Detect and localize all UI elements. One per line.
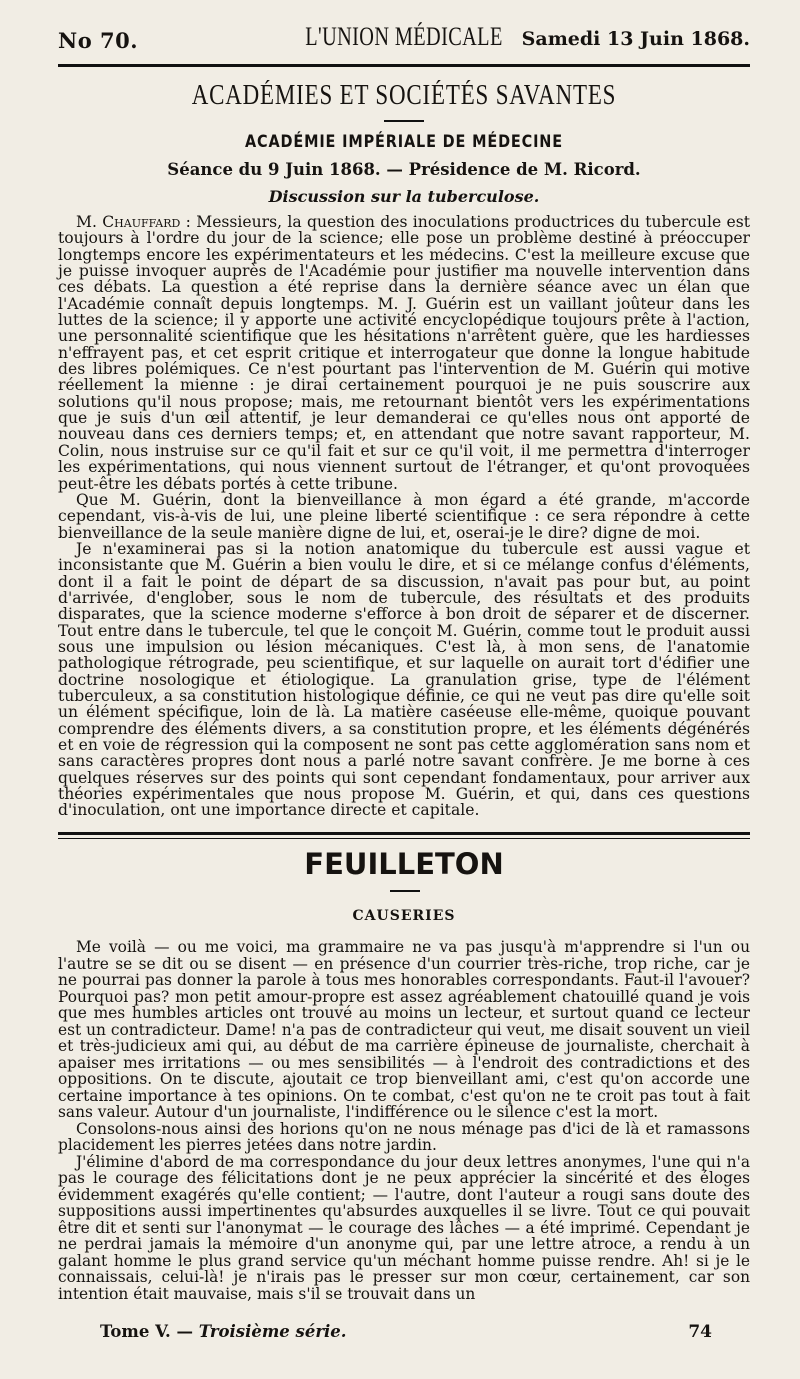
- issue-date: Samedi 13 Juin 1868.: [521, 28, 750, 50]
- section-title: ACADÉMIES ET SOCIÉTÉS SAVANTES: [191, 80, 617, 111]
- academy-article: [58, 214, 750, 819]
- feuilleton-rule-thick: [58, 832, 750, 835]
- serie-label: Troisième série.: [198, 1322, 347, 1341]
- academy-heading: ACADÉMIE IMPÉRIALE DE MÉDECINE: [245, 132, 563, 152]
- feuilleton-paragraph: Me voilà — ou me voici, ma grammaire ne va pas jusqu'à m'apprendre si l'un ou l'autre se se dit ou se disent — en présence d'un courrier très-riche, trop riche, car je ne pourrai pas donner la parole à tous mes honorables correspondants. Faut-il l'avouer? Pourquoi pas? mon petit amour-propre est assez agréablement chatouillé quand je vois que mes humbles articles ont trouvé au moins un lecteur, et surtout quand ce lecteur est un contradicteur. Dame! n'a pas de contradicteur qui veut, me disait souvent un vieil et très-judicieux ami qui, au début de ma carrière épineuse de journaliste, cherchait à apaiser mes irritations — ou mes sensibilités — à l'endroit des contradictions et des oppositions. On te discute, ajoutait ce trop bienveillant ami, c'est qu'on accorde une certaine importance à tes opinions. On te combat, c'est qu'on ne te croit pas tout à fait sans valeur. Autour d'un journaliste, l'indifférence ou le silence c'est la mort.: [58, 938, 750, 1121]
- causeries-heading: CAUSERIES: [352, 908, 456, 924]
- page-footer: [100, 1322, 712, 1346]
- feuilleton-rule-thin: [58, 838, 750, 839]
- article-paragraph: Je n'examinerai pas si la notion anatomique du tubercule est aussi vague et inconsistante que M. Guérin a bien voulu le dire, et si ce mélange confus d'éléments, dont il a fait le point de départ de sa discussion, n'avait pas pour but, au point d'arrivée, d'englober, sous le nom de tubercule, des résultats et des produits disparates, que la science moderne s'efforce à bon droit de séparer et de discerner. Tout entre dans le tubercule, tel que le conçoit M. Guérin, comme tout le produit aussi sous une impulsion ou lésion mécaniques. C'est là, à mon sens, de l'anatomie pathologique rétrograde, peu scientifique, et sur laquelle on aurait tort d'édifier une doctrine nosologique et étiologique. La granulation grise, type de l'élément tuberculeux, a sa constitution histologique définie, ce qui ne veut pas dire qu'elle soit un élément spécifique, loin de là. La matière caséeuse elle-même, quoique pouvant comprendre des éléments divers, a sa constitution propre, et les éléments dégénérés et en voie de régression qui la composent ne sont pas cette agglomération sans nom et sans caractères propres dont nous a parlé notre savant confrère. Je me borne à ces quelques réserves sur des points qui sont cependant fondamentaux, pour arriver aux théories expérimentales que nous propose M. Guérin, et qui, dans ces questions d'inoculation, ont une importance directe et capitale.: [58, 539, 750, 820]
- feuilleton-paragraph: J'élimine d'abord de ma correspondance du jour deux lettres anonymes, l'une qui n'a pas le courage des félicitations dont je ne peux apprécier la sincérité et des éloges évidemment exagérés qu'elle contient; — l'autre, dont l'auteur a rougi sans doute des suppositions aussi impertinentes qu'absurdes auxquelles il se livre. Tout ce qui pouvait être dit et senti sur l'anonymat — le courage des lâches — a été imprimé. Cependant je ne perdrai jamais la mémoire d'un anonyme qui, par une lettre atroce, a rendu à un galant homme le plus grand service qu'un méchant homme puisse rendre. Ah! si je le connaissais, celui-là! je n'irais pas le presser sur mon cœur, certainement, car son intention était mauvaise, mais s'il se trouvait dans un: [58, 1152, 750, 1303]
- page-number: 74: [688, 1322, 712, 1342]
- feuilleton-paragraph: Consolons-nous ainsi des horions qu'on ne nous ménage pas d'ici de là et ramassons placidement les pierres jetées dans notre jardin.: [58, 1119, 750, 1154]
- feuilleton-title-rule: [390, 890, 420, 892]
- feuilleton-title: FEUILLETON: [304, 847, 504, 881]
- issue-number: No 70.: [58, 28, 139, 53]
- article-paragraph: M. Chauffard : Messieurs, la question des inoculations productrices du tubercule est toujours à l'ordre du jour de la science; elle pose un problème destiné à préoccuper longtemps encore les expérimentateurs et les médecins. C'est la meilleure excuse que je puisse invoquer auprès de l'Académie pour justifier ma nouvelle intervention dans ces débats. La question a été reprise dans la dernière séance avec un élan que l'Académie connaît depuis longtemps. M. J. Guérin est un vaillant joûteur dans les luttes de la science; il y apporte une activité encyclopédique toujours prête à l'action, une personnalité scientifique que les hésitations n'arrêtent guère, que les hardiesses n'effrayent pas, et cet esprit critique et interrogateur que donne la longue habitude des libres polémiques. Ce n'est pourtant pas l'intervention de M. Guérin qui motive réellement la mienne : je dirai certainement pourquoi je ne puis souscrire aux solutions qu'il nous propose; mais, me retournant bientôt vers les expérimentations que je suis d'un œil attentif, je leur demanderai ce qu'elles nous ont apporté de nouveau dans ces derniers temps; et, en attendant que notre savant rapporteur, M. Colin, nous instruise sur ce qu'il fait et sur ce qu'il voit, il me permettra d'interroger les expérimentations, qui nous viennent surtout de l'étranger, et qu'ont provoquées peut-être les débats portés à cette tribune.: [58, 213, 750, 493]
- discussion-heading: Discussion sur la tuberculose.: [268, 187, 540, 206]
- feuilleton-article: [58, 939, 750, 1302]
- speaker-name: M. Chauffard :: [76, 213, 191, 231]
- article-paragraph: Que M. Guérin, dont la bienveillance à mon égard a été grande, m'accorde cependant, vis-à-vis de lui, une pleine liberté scientifique : ce sera répondre à cette bienveillance de la seule manière digne de lui, et, oserai-je le dire? digne de moi.: [58, 490, 750, 542]
- header-rule: [58, 64, 750, 67]
- section-title-rule: [384, 120, 424, 122]
- seance-line: Séance du 9 Juin 1868. — Présidence de M. Ricord.: [167, 160, 641, 179]
- tome-label: Tome V. — Troisième série.: [100, 1322, 347, 1341]
- journal-title: L'UNION MÉDICALE: [305, 22, 503, 51]
- page-header: [58, 22, 750, 56]
